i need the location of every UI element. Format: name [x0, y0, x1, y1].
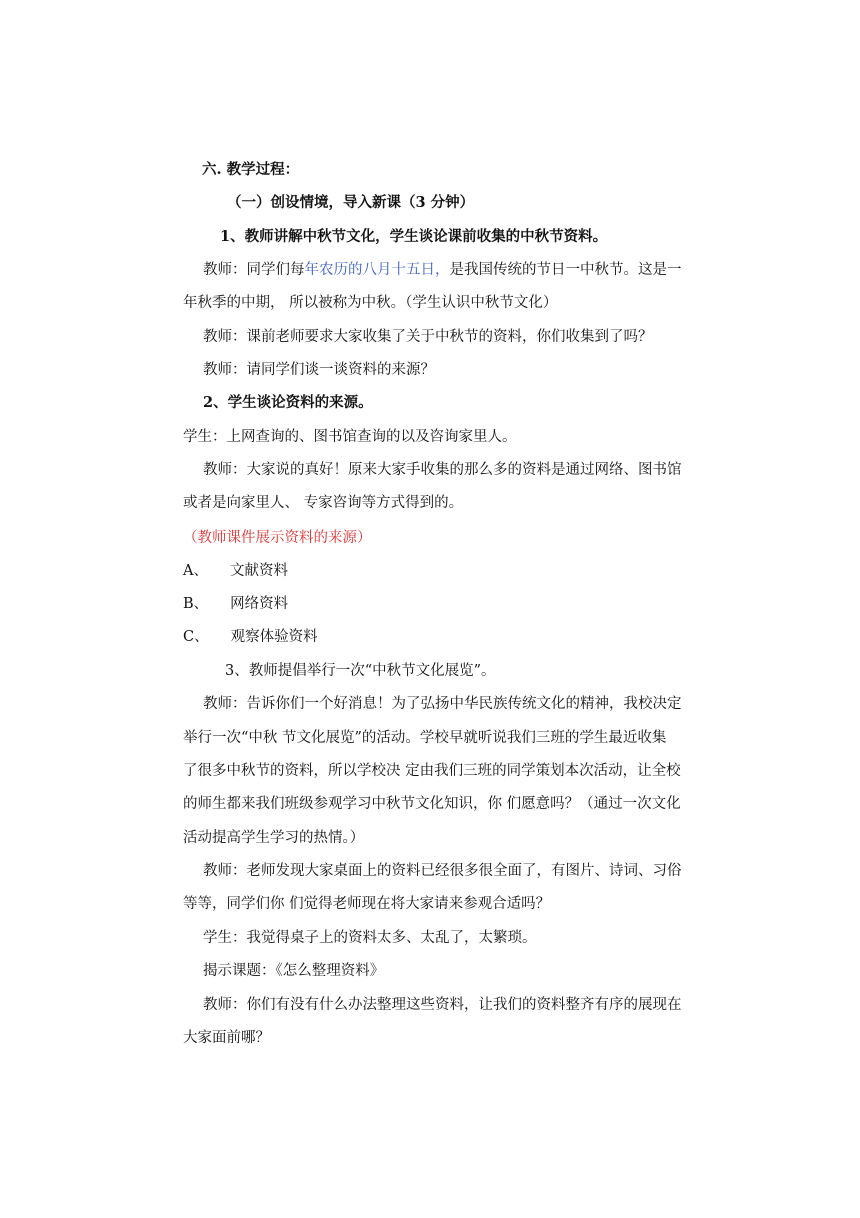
paragraph-5-line-1: 教师：大家说的真好！原来大家手收集的那么多的资料是通过网络、图书馆 [203, 462, 682, 478]
source-marker: C、 [183, 629, 209, 645]
paragraph-4: 学生：上网查询的、图书馆查询的以及咨询家里人。 [183, 429, 517, 445]
subsection-heading: （一）创设情境，导入新课（3 分钟） [227, 194, 475, 211]
source-text: 网络资料 [230, 596, 289, 612]
paragraph-1-text: 教师：同学们每 [203, 262, 305, 278]
paragraph-10-line: 教师：你们有没有什么办法整理这些资料，让我们的资料整齐有序的展现在 [203, 997, 682, 1013]
source-item [183, 561, 288, 581]
paragraph-1-line-1 [203, 260, 682, 280]
paragraph-5-line-2: 或者是向家里人、 专家咨询等方式得到的。 [183, 495, 464, 511]
paragraph-7-line: 教师：老师发现大家桌面上的资料已经很多很全面了，有图片、诗词、习俗 [203, 863, 682, 879]
paragraph-6-line: 教师：告诉你们一个好消息！为了弘扬中华民族传统文化的精神，我校决定 [203, 696, 682, 712]
source-marker: A、 [183, 563, 208, 579]
paragraph-6-line: 活动提高学生学习的热情。） [183, 830, 365, 846]
paragraph-10-line: 大家面前哪？ [183, 1030, 270, 1046]
section-heading: 六. 教学过程： [202, 161, 300, 178]
courseware-note: （教师课件展示资料的来源） [183, 530, 372, 546]
paragraph-3: 教师：请同学们谈一谈资料的来源？ [203, 362, 435, 378]
paragraph-6-line: 了很多中秋节的资料，所以学校决 定由我们三班的同学策划本次活动，让全校 [183, 763, 681, 779]
paragraph-8: 学生：我觉得桌子上的资料太多、太乱了，太繁琐。 [203, 930, 537, 946]
step2-heading: 2、学生谈论资料的来源。 [203, 394, 373, 411]
paragraph-6-line: 举行一次“中秋 节文化展览”的活动。学校早就听说我们三班的学生最近收集 [183, 730, 667, 746]
source-item [183, 594, 288, 614]
topic-reveal: 揭示课题：《怎么整理资料》 [203, 963, 385, 979]
source-text: 观察体验资料 [230, 629, 318, 645]
step3-heading: 3、教师提倡举行一次“中秋节文化展览”。 [225, 663, 496, 679]
paragraph-6-line: 的师生都来我们班级参观学习中秋节文化知识，你 们愿意吗？（通过一次文化 [183, 796, 681, 812]
step1-heading: 1、教师讲解中秋节文化，学生谈论课前收集的中秋节资料。 [220, 228, 608, 245]
source-marker: B、 [183, 596, 209, 612]
paragraph-2: 教师：课前老师要求大家收集了关于中秋节的资料，你们收集到了吗？ [203, 329, 653, 345]
paragraph-1-line-2: 年秋季的中期， 所以被称为中秋。（学生认识中秋节文化） [183, 295, 558, 311]
paragraph-7-line: 等等，同学们你 们觉得老师现在将大家请来参观合适吗？ [183, 896, 551, 912]
date-highlight: 年农历的八月十五日， [304, 262, 450, 278]
source-text: 文献资料 [229, 563, 288, 579]
source-item [183, 627, 318, 647]
paragraph-1-text: 是我国传统的节日一中秋节。这是一 [449, 262, 682, 278]
